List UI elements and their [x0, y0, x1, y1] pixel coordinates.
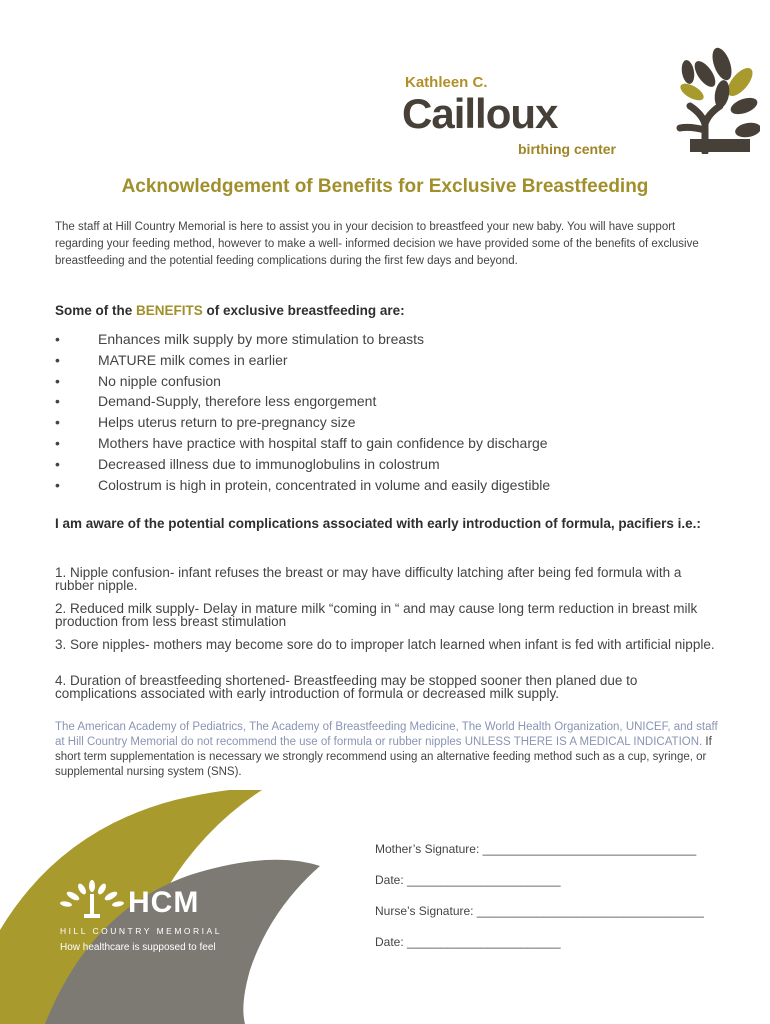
page-title: Acknowledgement of Benefits for Exclusive Breastfeeding — [121, 176, 649, 197]
complications-heading: I am aware of the potential complications associated with early introduction of formula, pacifiers i.e.: — [55, 516, 701, 531]
recommendation-part-2: If short term supplementation is necessary we strongly recommend using an alternative feeding method such as a cup, syringe, or supplemental nursing system (SNS). — [55, 736, 712, 778]
benefit-text: Colostrum is high in protein, concentrated in volume and easily digestible — [98, 476, 551, 493]
hcm-tree-icon — [60, 880, 124, 920]
benefit-text: Helps uterus return to pre-pregnancy size — [98, 414, 356, 431]
bullet: • — [55, 351, 60, 368]
benefit-text: No nipple confusion — [98, 372, 221, 389]
bullet: • — [55, 372, 60, 389]
complication-item: 3. Sore nipples- mothers may become sore do to improper latch learned when infant is fed with artificial nipple. — [55, 637, 715, 652]
bullet: • — [55, 476, 60, 493]
complication-item: 1. Nipple confusion- infant refuses the breast or may have difficulty latching after being fed formula with a rubber nipple. — [55, 565, 682, 593]
nurse-signature-line[interactable]: Nurse’s Signature: __________________________________ — [375, 904, 704, 918]
benefit-text: MATURE milk comes in earlier — [98, 351, 288, 368]
mother-signature-line[interactable]: Mother’s Signature: ________________________________ — [375, 842, 697, 856]
hcm-abbreviation: HCM — [128, 886, 200, 919]
benefits-heading-post: of exclusive breastfeeding are: — [202, 303, 405, 318]
recommendation-paragraph — [55, 720, 725, 780]
bullet: • — [55, 434, 60, 451]
hcm-tagline: How healthcare is supposed to feel — [60, 942, 216, 953]
benefits-heading-pre: Some of the — [55, 303, 137, 318]
benefit-text: Mothers have practice with hospital staff to gain confidence by discharge — [98, 434, 548, 451]
bullet: • — [55, 455, 60, 472]
complication-item: 4. Duration of breastfeeding shortened- Breastfeeding may be stopped sooner then planed due to complications associated with early introduction of formula or decreased milk supply. — [55, 673, 638, 701]
complication-item: 2. Reduced milk supply- Delay in mature milk “coming in “ and may cause long term reduction in breast milk production from less breast stimulation — [55, 601, 698, 629]
cailloux-logo — [400, 44, 760, 164]
logo-line-3: birthing center — [518, 141, 617, 157]
benefits-heading-highlight: BENEFITS — [136, 303, 203, 318]
benefits-heading — [55, 303, 405, 318]
date-line-2[interactable]: Date: _______________________ — [375, 935, 561, 949]
intro-paragraph: The staff at Hill Country Memorial is here to assist you in your decision to breastfeed your new baby. You will have support regarding your feeding method, however to make a well- informed decision we have provided some of the benefits of exclusive breastfeeding and the potential feeding complications during the first few days and beyond. — [55, 221, 699, 267]
hcm-name: HILL COUNTRY MEMORIAL — [60, 926, 222, 936]
bullet: • — [55, 414, 60, 431]
recommendation-part-1: The American Academy of Pediatrics, The Academy of Breastfeeding Medicine, The World Health Organization, UNICEF, and staff at Hill Country Memorial do not recommend the use of formula or rubber nipples UNLESS THERE IS A MEDICAL INDICATION. — [55, 721, 718, 748]
logo-line-2: Cailloux — [402, 90, 558, 137]
benefit-text: Enhances milk supply by more stimulation to breasts — [98, 331, 425, 347]
logo-line-1: Kathleen C. — [405, 74, 488, 91]
date-line-1[interactable]: Date: _______________________ — [375, 873, 561, 887]
bullet: • — [55, 393, 60, 410]
bullet: • — [55, 331, 60, 347]
tree-icon — [610, 44, 760, 154]
benefit-text: Decreased illness due to immunoglobulins in colostrum — [98, 455, 440, 472]
benefit-text: Demand-Supply, therefore less engorgement — [98, 393, 377, 410]
